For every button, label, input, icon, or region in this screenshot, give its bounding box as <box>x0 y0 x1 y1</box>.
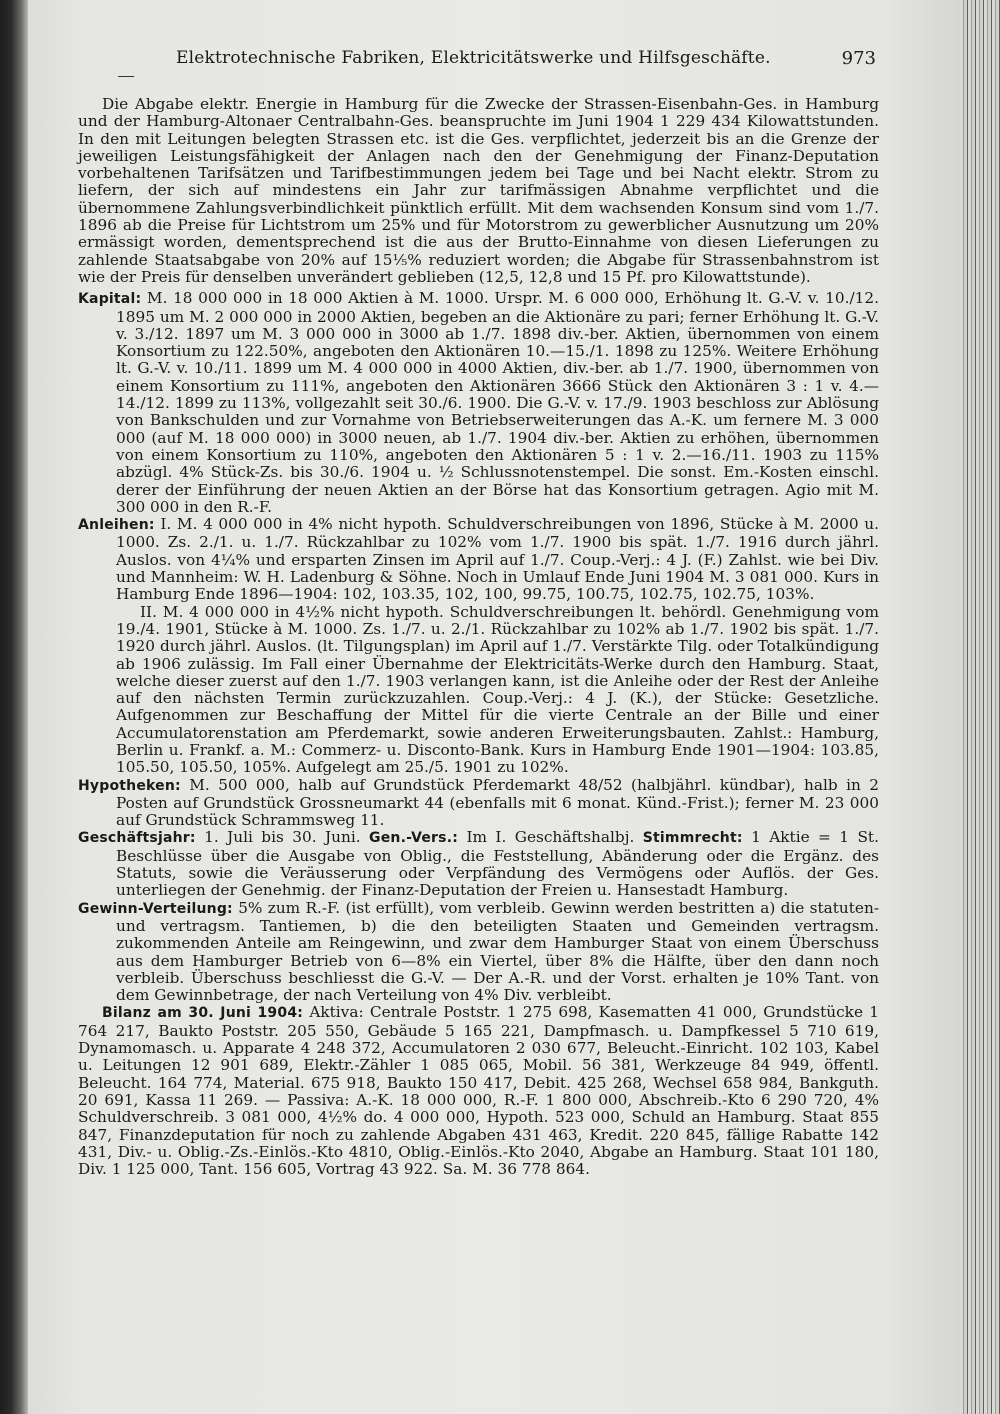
paragraph-anleihen-1 <box>78 516 879 603</box>
page-edge-stack <box>960 0 1000 1414</box>
text-gewinn: 5% zum R.-F. (ist erfüllt), vom verbleib. Gewinn werden bestritten a) die statuten- und vertragsm. Tantiemen, b) die den beteiligten Staaten und Gemeinden vertragsm. zukommenden Anteile am Reingewinn, und zwar dem Hamburger Staat von einem Überschuss aus dem Hamburger Betrieb von 6—8% ein Viertel, über 8% die Hälfte, über den dann noch verbleib. Überschuss beschliesst die G.-V. — Der A.-R. und der Vorst. erhalten je 10% Tant. von dem Gewinnbetrage, der nach Verteilung von 4% Div. verbleibt. <box>116 898 879 1005</box>
label-stimmrecht: Stimmrecht: <box>642 830 743 847</box>
label-anleihen: Anleihen: <box>78 517 155 534</box>
header-rule <box>118 76 134 77</box>
page-body <box>78 96 879 1178</box>
text-kapital: M. 18 000 000 in 18 000 Aktien à M. 1000. Urspr. M. 6 000 000, Erhöhung lt. G.-V. v. 10./12. 1895 um M. 2 000 000 in 2000 Aktien, begeben an die Aktionäre zu pari; ferner Erhöhung lt. G.-V. v. 3./12. 1897 um M. 3 000 000 in 3000 ab 1./7. 1898 div.-ber. Aktien, übernommen von einem Konsortium zu 122.50%, angeboten den Aktionären 10.—15./1. 1898 zu 125%. Weitere Erhöhung lt. G.-V. v. 10./11. 1899 um M. 4 000 000 in 4000 Aktien, div.-ber. ab 1./7. 1900, übernommen von einem Konsortium zu 111%, angeboten den Aktionären 3666 Stück den Aktionären 3 : 1 v. 4.—14./12. 1899 zu 113%, vollgezahlt seit 30./6. 1900. Die G.-V. v. 17./9. 1903 beschloss zur Ablösung von Bankschulden und zur Vornahme von Betriebserweiterungen das A.-K. um fernere M. 3 000 000 (auf M. 18 000 000) in 3000 neuen, ab 1./7. 1904 div.-ber. Aktien zu erhöhen, übernommen von einem Konsortium zu 110%, angeboten den Aktionären 5 : 1 v. 2.—16./11. 1903 zu 115% abzügl. 4% Stück-Zs. bis 30./6. 1904 u. ½ Schlussnotenstempel. Die sonst. Em.-Kosten einschl. derer der Einführung der neuen Aktien an der Börse hat das Konsortium getragen. Agio mit M. 300 000 in den R.-F. <box>116 289 879 516</box>
paragraph-abgabe: Die Abgabe elektr. Energie in Hamburg für die Zwecke der Strassen-Eisenbahn-Ges. in Hamburg und der Hamburg-Altonaer Centralbahn-Ges. beanspruchte im Juni 1904 1 229 434 Kilowattstunden. In den mit Leitungen belegten Strassen etc. ist die Ges. verpflichtet, jederzeit bis an die Grenze der jeweiligen Leistungsfähigkeit der Anlagen nach den der Genehmigung der Finanz-Deputation vorbehaltenen Tarifsätzen und Tarifbestimmungen jedem bei Tage und bei Nacht elektr. Strom zu liefern, der sich auf mindestens ein Jahr zur tarifmässigen Abnahme verpflichtet und die übernommene Zahlungsverbindlichkeit pünktlich erfüllt. Mit dem wachsenden Konsum sind vom 1./7. 1896 ab die Preise für Lichtstrom um 25% und für Motorstrom zu gewerblicher Ausnutzung um 20% ermässigt worden, dementsprechend ist die aus der Brutto-Einnahme von diesen Lieferungen zu zahlende Staatsabgabe von 20% auf 15⅕% reduziert worden; die Abgabe für Strassenbahnstrom ist wie der Preis für denselben unverändert geblieben (12,5, 12,8 und 15 Pf. pro Kilowattstunde). <box>78 95 879 286</box>
paragraph-geschaeftsjahr <box>78 829 879 899</box>
paragraph-hypotheken <box>78 777 879 830</box>
text-anleihen-1: I. M. 4 000 000 in 4% nicht hypoth. Schuldverschreibungen von 1896, Stücke à M. 2000 u. 1000. Zs. 2./1. u. 1./7. Rückzahlbar zu 102% vom 1./7. 1900 bis spät. 1./7. 1916 durch jährl. Auslos. von 4¼% und ersparten Zinsen im April auf 1./7. Coup.-Verj.: 4 J. (F.) Zahlst. wie bei Div. und Mannheim: W. H. Ladenburg & Söhne. Noch in Umlauf Ende Juni 1904 M. 3 081 000. Kurs in Hamburg Ende 1896—1904: 102, 103.35, 102, 100, 99.75, 100.75, 102.75, 102.75, 103%. <box>116 515 879 604</box>
paragraph-kapital <box>78 290 879 516</box>
page-number: 973 <box>841 48 876 69</box>
label-hypotheken: Hypotheken: <box>78 777 181 794</box>
paragraph-anleihen-2: II. M. 4 000 000 in 4½% nicht hypoth. Schuldverschreibungen lt. behördl. Genehmigung vom 19./4. 1901, Stücke à M. 1000. Zs. 1./7. u. 2./1. Rückzahlbar zu 102% ab 1./7. 1902 bis spät. 1./7. 1920 durch jährl. Auslos. (lt. Tilgungsplan) im April auf 1./7. Verstärkte Tilg. oder Totalkündigung ab 1906 zulässig. Im Fall einer Übernahme der Elektricitäts-Werke durch den Hamburg. Staat, welche dieser zuerst auf den 1./7. 1903 verlangen kann, ist die Anleihe oder der Rest der Anleihe auf den nächsten Termin zurückzuzahlen. Coup.-Verj.: 4 J. (K.), der Stücke: Gesetzliche. Aufgenommen zur Beschaffung der Mittel für die vierte Centrale an der Bille und einer Accumulatorenstation am Pferdemarkt, sowie anderen Erweiterungsbauten. Zahlst.: Hamburg, Berlin u. Frankf. a. M.: Commerz- u. Disconto-Bank. Kurs in Hamburg Ende 1901—1904: 103.85, 105.50, 105.50, 105%. Aufgelegt am 25./5. 1901 zu 102%. <box>116 602 879 777</box>
text-bilanz: Aktiva: Centrale Poststr. 1 275 698, Kasematten 41 000, Grundstücke 1 764 217, Baukto Poststr. 205 550, Gebäude 5 165 221, Dampfmasch. u. Dampfkessel 5 710 619, Dynamomasch. u. Apparate 4 248 372, Accumulatoren 2 030 677, Beleucht.-Einricht. 102 103, Kabel u. Leitungen 12 901 689, Elektr.-Zähler 1 085 065, Mobil. 56 381, Werkzeuge 84 949, öffentl. Beleucht. 164 774, Material. 675 918, Baukto 150 417, Debit. 425 268, Wechsel 658 984, Bankguth. 20 691, Kassa 11 269. — Passiva: A.-K. 18 000 000, R.-F. 1 800 000, Abschreib.-Kto 6 290 720, 4% Schuldverschreib. 3 081 000, 4½% do. 4 000 000, Hypoth. 523 000, Schuld an Hamburg. Staat 855 847, Finanzdeputation für noch zu zahlende Abgaben 431 463, Kredit. 220 845, fällige Rabatte 142 431, Div.- u. Oblig.-Zs.-Einlös.-Kto 4810, Oblig.-Einlös.-Kto 2040, Abgabe an Hamburg. Staat 101 180, Div. 1 125 000, Tant. 156 605, Vortrag 43 922. Sa. M. 36 778 864. <box>78 1003 879 1179</box>
label-genvers: Gen.-Vers.: <box>369 830 459 847</box>
paragraph-gewinn <box>78 900 879 1005</box>
text-hypotheken: M. 500 000, halb auf Grundstück Pferdemarkt 48/52 (halbjährl. kündbar), halb in 2 Posten auf Grundstück Grossneumarkt 44 (ebenfalls mit 6 monat. Künd.-Frist.); ferner M. 23 000 auf Grundstück Schrammsweg 11. <box>116 775 879 830</box>
label-gewinn: Gewinn-Verteilung: <box>78 900 233 917</box>
running-header <box>150 48 876 72</box>
label-geschaeftsjahr: Geschäftsjahr: <box>78 830 196 847</box>
paragraph-bilanz <box>78 1004 879 1178</box>
running-title: Elektrotechnische Fabriken, Elektricitätswerke und Hilfsgeschäfte. <box>176 48 771 68</box>
label-kapital: Kapital: <box>78 291 142 308</box>
book-gutter-shadow <box>0 0 28 1414</box>
label-bilanz: Bilanz am 30. Juni 1904: <box>102 1005 304 1022</box>
text-genvers: Im I. Geschäftshalbj. <box>466 828 635 847</box>
text-stimmrecht: 1 Aktie = 1 St. Beschlüsse über die Ausgabe von Oblig., die Feststellung, Abänderung oder die Ergänz. des Statuts, sowie die Veräusserung oder Verpfändung des Vermögens oder Auflös. der Ges. unterliegen der Genehmig. der Finanz-Deputation der Freien u. Hansestadt Hamburg. <box>116 828 879 900</box>
text-geschaeftsjahr: 1. Juli bis 30. Juni. <box>204 828 361 847</box>
